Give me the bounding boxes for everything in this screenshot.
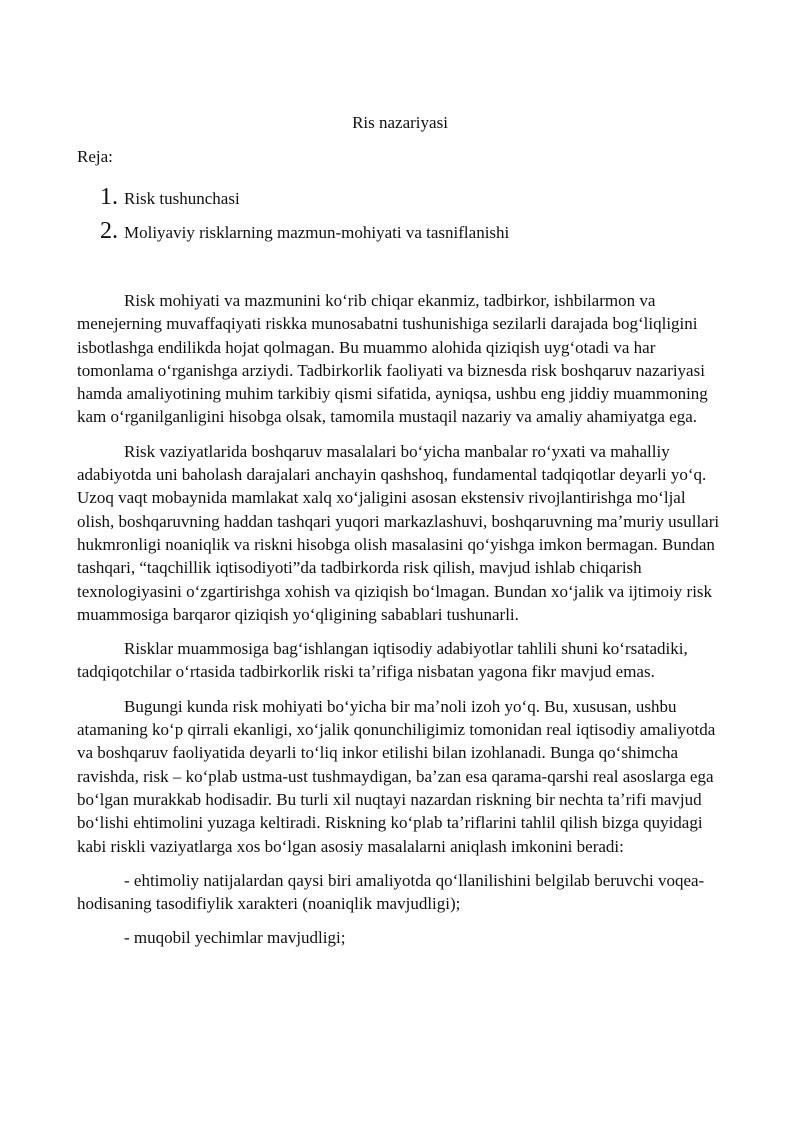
- plan-item-text: Moliyaviy risklarning mazmun-mohiyati va tasniflanishi: [124, 223, 510, 242]
- plan-item: [100, 180, 509, 214]
- document-body: [77, 289, 723, 961]
- body-paragraph: Bugungi kunda risk mohiyati boʻyicha bir maʼnoli izoh yoʻq. Bu, xususan, ushbu atamaning koʻp qirrali ekanligi, xoʻjalik qonunchiligimiz tomonidan real iqtisodiy amaliyotda va boshqaruv faoliyatida deyarli toʻliq inkor etilishi bilan izohlanadi. Bunga qoʻshimcha ravishda, risk – koʻplab ustma-ust tushmaydigan, baʼzan esa qarama-qarshi real asoslarga ega boʻlgan murakkab hodisadir. Bu turli xil nuqtayi nazardan riskning bir nechta taʼrifi mavjud boʻlishi ehtimolini yuzaga keltiradi. Riskning koʻplab taʼriflarini tahlil qilish bizga quyidagi kabi riskli vaziyatlarga xos boʻlgan asosiy masalalarni aniqlash imkonini beradi:: [77, 696, 716, 856]
- list-item-paragraph: - muqobil yechimlar mavjudligi;: [124, 928, 346, 948]
- plan-label: Reja:: [77, 147, 113, 166]
- body-paragraph: Risk mohiyati va mazmunini koʻrib chiqar ekanmiz, tadbirkor, ishbilarmon va menejerning muvaffaqiyati riskka munosabatni tushunishiga sezilarli darajada bogʻliqligini isbotlashga endilikda hojat qolmagan. Bu muammo alohida qiziqish uygʻotadi va har tomonlama oʻrganishga arziydi. Tadbirkorlik faoliyati va biznesda risk boshqaruv nazariyasi hamda amaliyotining muhim tarkibiy qismi sifatida, ayniqsa, ushbu eng jiddiy muammoning kam oʻrganilganligini hisobga olsak, tamomila mustaqil nazariy va amaliy ahamiyatga ega.: [77, 291, 708, 427]
- plan-item-text: Risk tushunchasi: [124, 189, 240, 208]
- plan-item: [100, 214, 509, 248]
- plan-list: [100, 180, 509, 248]
- document-title: Ris nazariyasi: [352, 113, 448, 132]
- plan-item-number: 1.: [100, 184, 118, 210]
- body-paragraph: Risk vaziyatlarida boshqaruv masalalari boʻyicha manbalar roʻyxati va mahalliy adabiyotda uni baholash darajalari anchayin qashshoq, fundamental tadqiqotlar deyarli yoʻq. Uzoq vaqt mobaynida mamlakat xalq xoʻjaligini asosan ekstensiv rivojlantirishga moʻljal olish, boshqaruvning haddan tashqari yuqori markazlashuvi, boshqaruvning maʼmuriy usullari hukmronligi noaniqlik va riskni hisobga olish masalasini qoʻyishga imkon bermagan. Bundan tashqari, “taqchillik iqtisodiyoti”da tadbirkorda risk qilish, mavjud ishlab chiqarish texnologiyasini oʻzgartirishga xohish va qiziqish boʻlmagan. Bundan xoʻjalik va ijtimoiy risk muammosiga barqaror qiziqish yoʻqligining sabablari tushunarli.: [77, 441, 720, 624]
- list-item-paragraph: - ehtimoliy natijalardan qaysi biri amaliyotda qoʻllanilishini belgilab beruvchi voqea-hodisaning tasodifiylik xarakteri (noaniqlik mavjudligi);: [77, 870, 705, 914]
- plan-item-number: 2.: [100, 218, 118, 244]
- body-paragraph: Risklar muammosiga bagʻishlangan iqtisodiy adabiyotlar tahlili shuni koʻrsatadiki, tadqiqotchilar oʻrtasida tadbirkorlik riski taʼrifiga nisbatan yagona fikr mavjud emas.: [77, 639, 688, 682]
